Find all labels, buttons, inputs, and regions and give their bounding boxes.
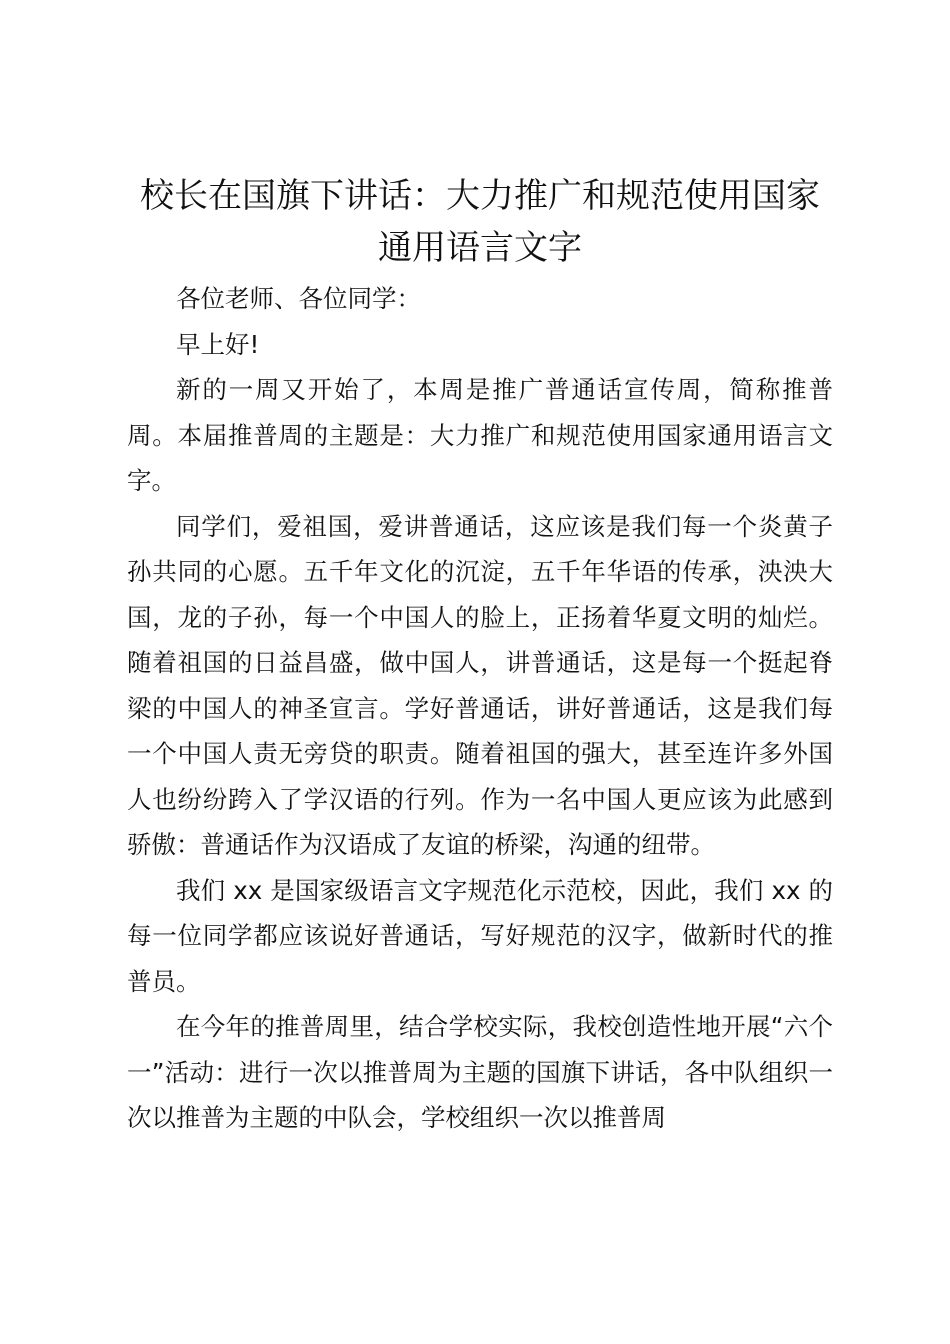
paragraph-greeting-morning: 早上好! (176, 329, 260, 359)
paragraph-intro: 新的一周又开始了，本周是推广普通话宣传周，简称推普周。本届推普周的主题是：大力推广和规范使用国家通用语言文字。 (127, 375, 833, 495)
paragraph-body-3: 在今年的推普周里，结合学校实际，我校创造性地开展“六个一”活动：进行一次以推普周为主题的国旗下讲话，各中队组织一次以推普为主题的中队会，学校组织一次以推普周 (127, 1012, 833, 1132)
paragraph-body-1: 同学们，爱祖国，爱讲普通话，这应该是我们每一个炎黄子孙共同的心愿。五千年文化的沉淀，五千年华语的传承，泱泱大国，龙的子孙，每一个中国人的脸上，正扬着华夏文明的灿烂。随着祖国的日益昌盛，做中国人，讲普通话，这是每一个挺起脊梁的中国人的神圣宣言。学好普通话，讲好普通话，这是我们每一个中国人责无旁贷的职责。随着祖国的强大，甚至连许多外国人也纷纷跨入了学汉语的行列。作为一名中国人更应该为此感到骄傲：普通话作为汉语成了友谊的桥梁，沟通的纽带。 (127, 511, 833, 859)
paragraph-body-2: 我们 xx 是国家级语言文字规范化示范校，因此，我们 xx 的每一位同学都应该说好普通话，写好规范的汉字，做新时代的推普员。 (127, 875, 833, 996)
document-body (127, 170, 833, 1141)
paragraph-greeting-audience: 各位老师、各位同学： (176, 284, 421, 313)
document-title: 校长在国旗下讲话：大力推广和规范使用国家通用语言文字 (140, 176, 820, 268)
